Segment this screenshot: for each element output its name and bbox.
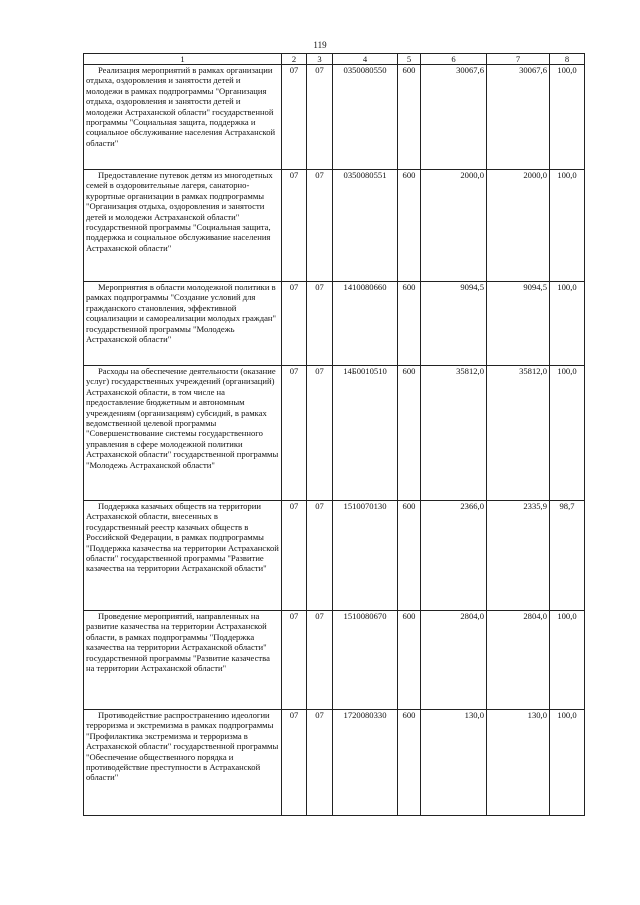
cell-subsection: 07 xyxy=(307,366,333,501)
header-col-2: 2 xyxy=(282,54,307,65)
cell-target-article: 0350080551 xyxy=(333,170,398,282)
cell-target-article: 1720080330 xyxy=(333,710,398,816)
cell-target-article: 14Б0010510 xyxy=(333,366,398,501)
table-row xyxy=(84,170,585,282)
row-name-text: Мероприятия в области молодежной политики в рамках подпрограммы "Создание условий для гражданского становления, эффективной социализации и самореализации молодых граждан" государственной программы "Молодежь Астраханской области" xyxy=(86,282,277,345)
cell-planned: 9094,5 xyxy=(421,282,487,366)
cell-expense-type: 600 xyxy=(398,366,421,501)
cell-executed: 35812,0 xyxy=(487,366,550,501)
cell-planned: 2804,0 xyxy=(421,611,487,710)
cell-target-article: 1510080670 xyxy=(333,611,398,710)
cell-executed: 30067,6 xyxy=(487,65,550,170)
row-name xyxy=(84,170,282,282)
cell-planned: 30067,6 xyxy=(421,65,487,170)
table-row xyxy=(84,366,585,501)
table-row xyxy=(84,710,585,816)
table-row xyxy=(84,501,585,611)
cell-percent: 100,0 xyxy=(550,710,585,816)
header-col-8: 8 xyxy=(550,54,585,65)
row-name xyxy=(84,710,282,816)
cell-percent: 100,0 xyxy=(550,282,585,366)
header-col-6: 6 xyxy=(421,54,487,65)
cell-planned: 2366,0 xyxy=(421,501,487,611)
header-col-5: 5 xyxy=(398,54,421,65)
row-name-text: Противодействие распространению идеологии терроризма и экстремизма в рамках подпрограммы "Профилактика экстремизма и терроризма в Астраханской области" государственной программы "Обеспечение общественного порядка и противодействие преступности в Астраханской области" xyxy=(86,710,279,783)
row-name-text: Реализация мероприятий в рамках организации отдыха, оздоровления и занятости детей и молодежи в рамках подпрограммы "Организация отдыха, оздоровления и занятости детей и молодежи Астраханской области" государственной программы "Социальная защита, поддержка и социальное обслуживание населения Астраханской области" xyxy=(86,65,276,148)
cell-expense-type: 600 xyxy=(398,710,421,816)
cell-percent: 100,0 xyxy=(550,65,585,170)
row-name xyxy=(84,366,282,501)
row-name-text: Расходы на обеспечение деятельности (оказание услуг) государственных учреждений (организаций) Астраханской области, в том числе на предоставление бюджетным и автономным учреждениям (организациям) субсидий, в рамках ведомственной целевой программы "Совершенствование системы государственного управления в сфере молодежной политики Астраханской области" государственной программы "Молодежь Астраханской области" xyxy=(86,366,279,470)
row-name-text: Предоставление путевок детям из многодетных семей в оздоровительные лагеря, санаторно-курортные организации в рамках подпрограммы "Организация отдыха, оздоровления и занятости детей и молодежи Астраханской области" государственной программы "Социальная защита, поддержка и социальное обслуживание населения Астраханской области" xyxy=(86,170,273,253)
page-number: 119 xyxy=(313,40,327,50)
cell-executed: 2804,0 xyxy=(487,611,550,710)
cell-target-article: 1510070130 xyxy=(333,501,398,611)
cell-percent: 100,0 xyxy=(550,170,585,282)
cell-target-article: 1410080660 xyxy=(333,282,398,366)
cell-section: 07 xyxy=(282,501,307,611)
cell-subsection: 07 xyxy=(307,501,333,611)
header-col-4: 4 xyxy=(333,54,398,65)
cell-executed: 2335,9 xyxy=(487,501,550,611)
cell-subsection: 07 xyxy=(307,65,333,170)
cell-expense-type: 600 xyxy=(398,501,421,611)
cell-section: 07 xyxy=(282,611,307,710)
cell-planned: 35812,0 xyxy=(421,366,487,501)
cell-expense-type: 600 xyxy=(398,282,421,366)
cell-executed: 9094,5 xyxy=(487,282,550,366)
header-col-3: 3 xyxy=(307,54,333,65)
row-name xyxy=(84,282,282,366)
row-name xyxy=(84,501,282,611)
header-col-1: 1 xyxy=(84,54,282,65)
cell-percent: 100,0 xyxy=(550,611,585,710)
cell-section: 07 xyxy=(282,282,307,366)
cell-subsection: 07 xyxy=(307,710,333,816)
cell-planned: 130,0 xyxy=(421,710,487,816)
cell-target-article: 0350080550 xyxy=(333,65,398,170)
row-name xyxy=(84,611,282,710)
table-row xyxy=(84,65,585,170)
cell-subsection: 07 xyxy=(307,170,333,282)
cell-percent: 100,0 xyxy=(550,366,585,501)
cell-subsection: 07 xyxy=(307,282,333,366)
cell-percent: 98,7 xyxy=(550,501,585,611)
cell-planned: 2000,0 xyxy=(421,170,487,282)
budget-table xyxy=(83,53,585,816)
cell-section: 07 xyxy=(282,710,307,816)
table-header-row xyxy=(84,54,585,65)
row-name-text: Проведение мероприятий, направленных на развитие казачества на территории Астраханской области, в рамках подпрограммы "Поддержка казачества на территории Астраханской области" государственной программы "Развитие казачества на территории Астраханской области" xyxy=(86,611,270,674)
cell-expense-type: 600 xyxy=(398,170,421,282)
cell-expense-type: 600 xyxy=(398,65,421,170)
row-name-text: Поддержка казачьих обществ на территории Астраханской области, внесенных в государственный реестр казачьих обществ в Российской Федерации, в рамках подпрограммы "Поддержка казачества на территории Астраханской области" государственной программы "Развитие казачества на территории Астраханской области" xyxy=(86,501,279,574)
cell-section: 07 xyxy=(282,170,307,282)
cell-section: 07 xyxy=(282,366,307,501)
table-row xyxy=(84,282,585,366)
cell-expense-type: 600 xyxy=(398,611,421,710)
header-col-7: 7 xyxy=(487,54,550,65)
row-name xyxy=(84,65,282,170)
table-row xyxy=(84,611,585,710)
cell-subsection: 07 xyxy=(307,611,333,710)
cell-section: 07 xyxy=(282,65,307,170)
cell-executed: 2000,0 xyxy=(487,170,550,282)
cell-executed: 130,0 xyxy=(487,710,550,816)
